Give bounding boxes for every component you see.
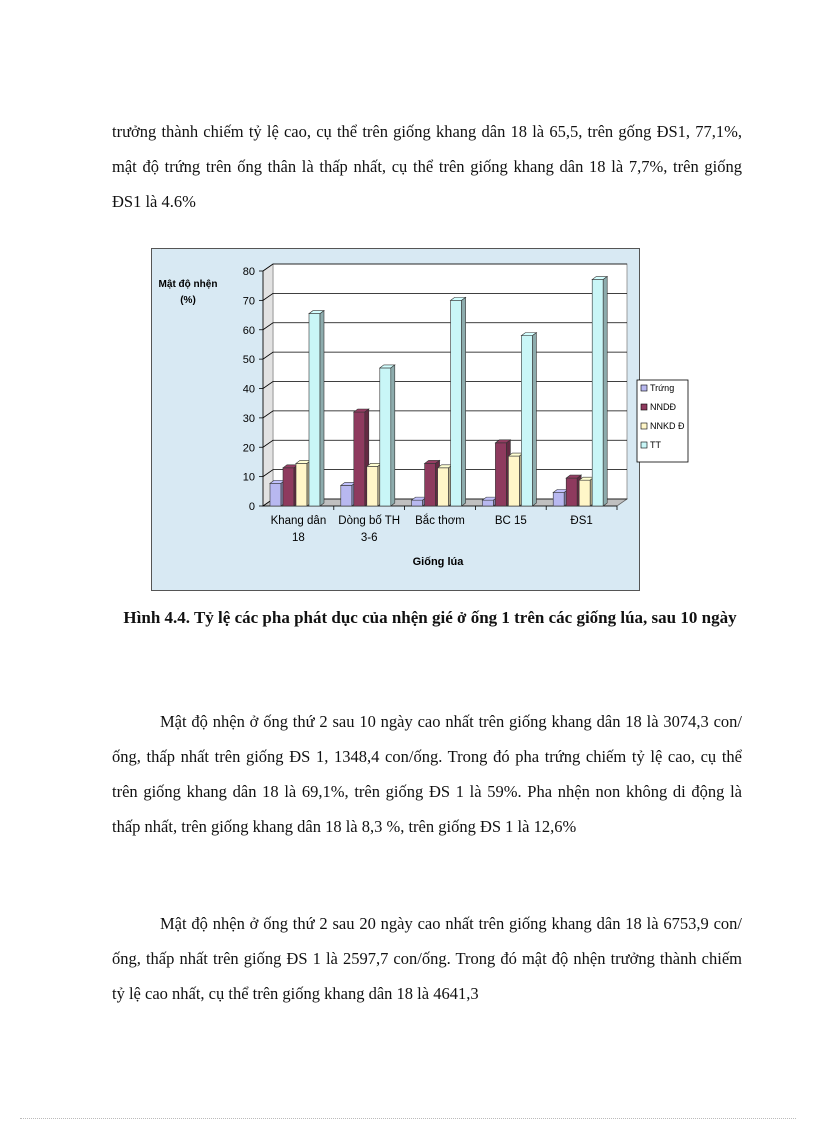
bar-front [380,368,391,506]
y-tick-label: 60 [242,324,255,337]
y-tick-label: 80 [242,266,255,278]
x-tick-label: Dòng bố TH [338,515,401,527]
legend-label: NNDĐ [650,402,676,412]
bar-front [592,280,603,506]
x-tick-label: Khang dân [270,515,327,527]
legend-swatch [641,442,647,448]
bar-front [579,480,590,506]
bar-chart [152,249,685,590]
paragraph-2: Mật độ nhện ở ống thứ 2 sau 10 ngày cao nhất trên giống khang dân 18 là 3074,3 con/ống, thấp nhất trên giống ĐS 1, 1348,4 con/ống. Trong đó pha trứng chiếm tỷ lệ cao, cụ thể trên giống khang dân 18 là 69,1%, trên giống ĐS 1 là 59%. Pha nhện non không di động là thấp nhất, trên giống khang dân 18 là 8,3 %, trên giống ĐS 1 là 12,6% [112,712,742,836]
chart-figure [151,248,685,591]
y-tick-label: 70 [242,295,255,308]
bar-front [438,468,449,506]
y-tick-label: 30 [242,412,255,425]
bar-front [296,463,307,506]
legend-label: TT [650,440,661,450]
bar-front [495,443,506,506]
bar-side [462,297,466,506]
bar-front [412,500,423,506]
bar-front [270,483,281,506]
x-tick-label: BC 15 [494,515,527,527]
figure-caption: Hình 4.4. Tỷ lệ các pha phát dục của nhện gié ở ống 1 trên các giống lúa, sau 10 ngày [123,608,737,627]
bar-front [451,300,462,506]
bar-front [482,500,493,506]
legend-label: Trứng [650,383,675,393]
bar-front [425,463,436,506]
bar-front [521,336,532,506]
paragraph-1: trưởng thành chiếm tỷ lệ cao, cụ thể trên giống khang dân 18 là 65,5, trên gống ĐS1, 77,1%, mật độ trứng trên ống thân là thấp nhất, cụ thể trên giống khang dân 18 là 7,7%, trên giống ĐS1 là 4.6% [112,122,742,211]
bar-2-3 [451,297,466,506]
x-tick-label: Bắc thơm [415,515,465,527]
bar-side [603,277,607,506]
bar-4-3 [592,277,607,506]
bar-front [553,492,564,506]
bar-front [309,314,320,506]
bar-side [532,333,536,506]
bar-front [566,478,577,506]
y-tick-label: 40 [242,383,255,396]
x-tick-label: 18 [292,532,305,544]
y-tick-label: 0 [248,501,255,513]
x-tick-label: 3-6 [360,532,378,544]
bar-3-3 [521,333,536,506]
bar-side [320,311,324,506]
page-bottom-border [20,1118,796,1119]
y-tick-label: 10 [242,471,255,484]
legend-swatch [641,385,647,391]
bar-front [367,466,378,506]
y-axis-label: (%) [180,295,196,306]
x-axis-label: Giống lúa [412,556,464,568]
bar-front [354,412,365,506]
legend-swatch [641,423,647,429]
legend-swatch [641,404,647,410]
y-axis-label: Mật độ nhện [158,279,218,290]
chart-legend [637,380,688,462]
bar-front [283,468,294,506]
bar-front [341,485,352,506]
x-tick-label: ĐS1 [570,515,593,527]
y-tick-label: 20 [242,442,255,455]
bar-side [391,365,395,506]
y-tick-label: 50 [242,354,255,367]
bar-front [508,456,519,506]
paragraph-3: Mật độ nhện ở ống thứ 2 sau 20 ngày cao nhất trên giống khang dân 18 là 6753,9 con/ống, thấp nhất trên giống ĐS 1 là 2597,7 con/ống. Trong đó mật độ nhện trưởng thành chiếm tỷ lệ cao nhất, cụ thể trên giống khang dân 18 là 4641,3 [112,914,742,1003]
bar-0-3 [309,311,324,506]
bar-1-3 [380,365,395,506]
legend-label: NNKD Đ [650,421,685,431]
